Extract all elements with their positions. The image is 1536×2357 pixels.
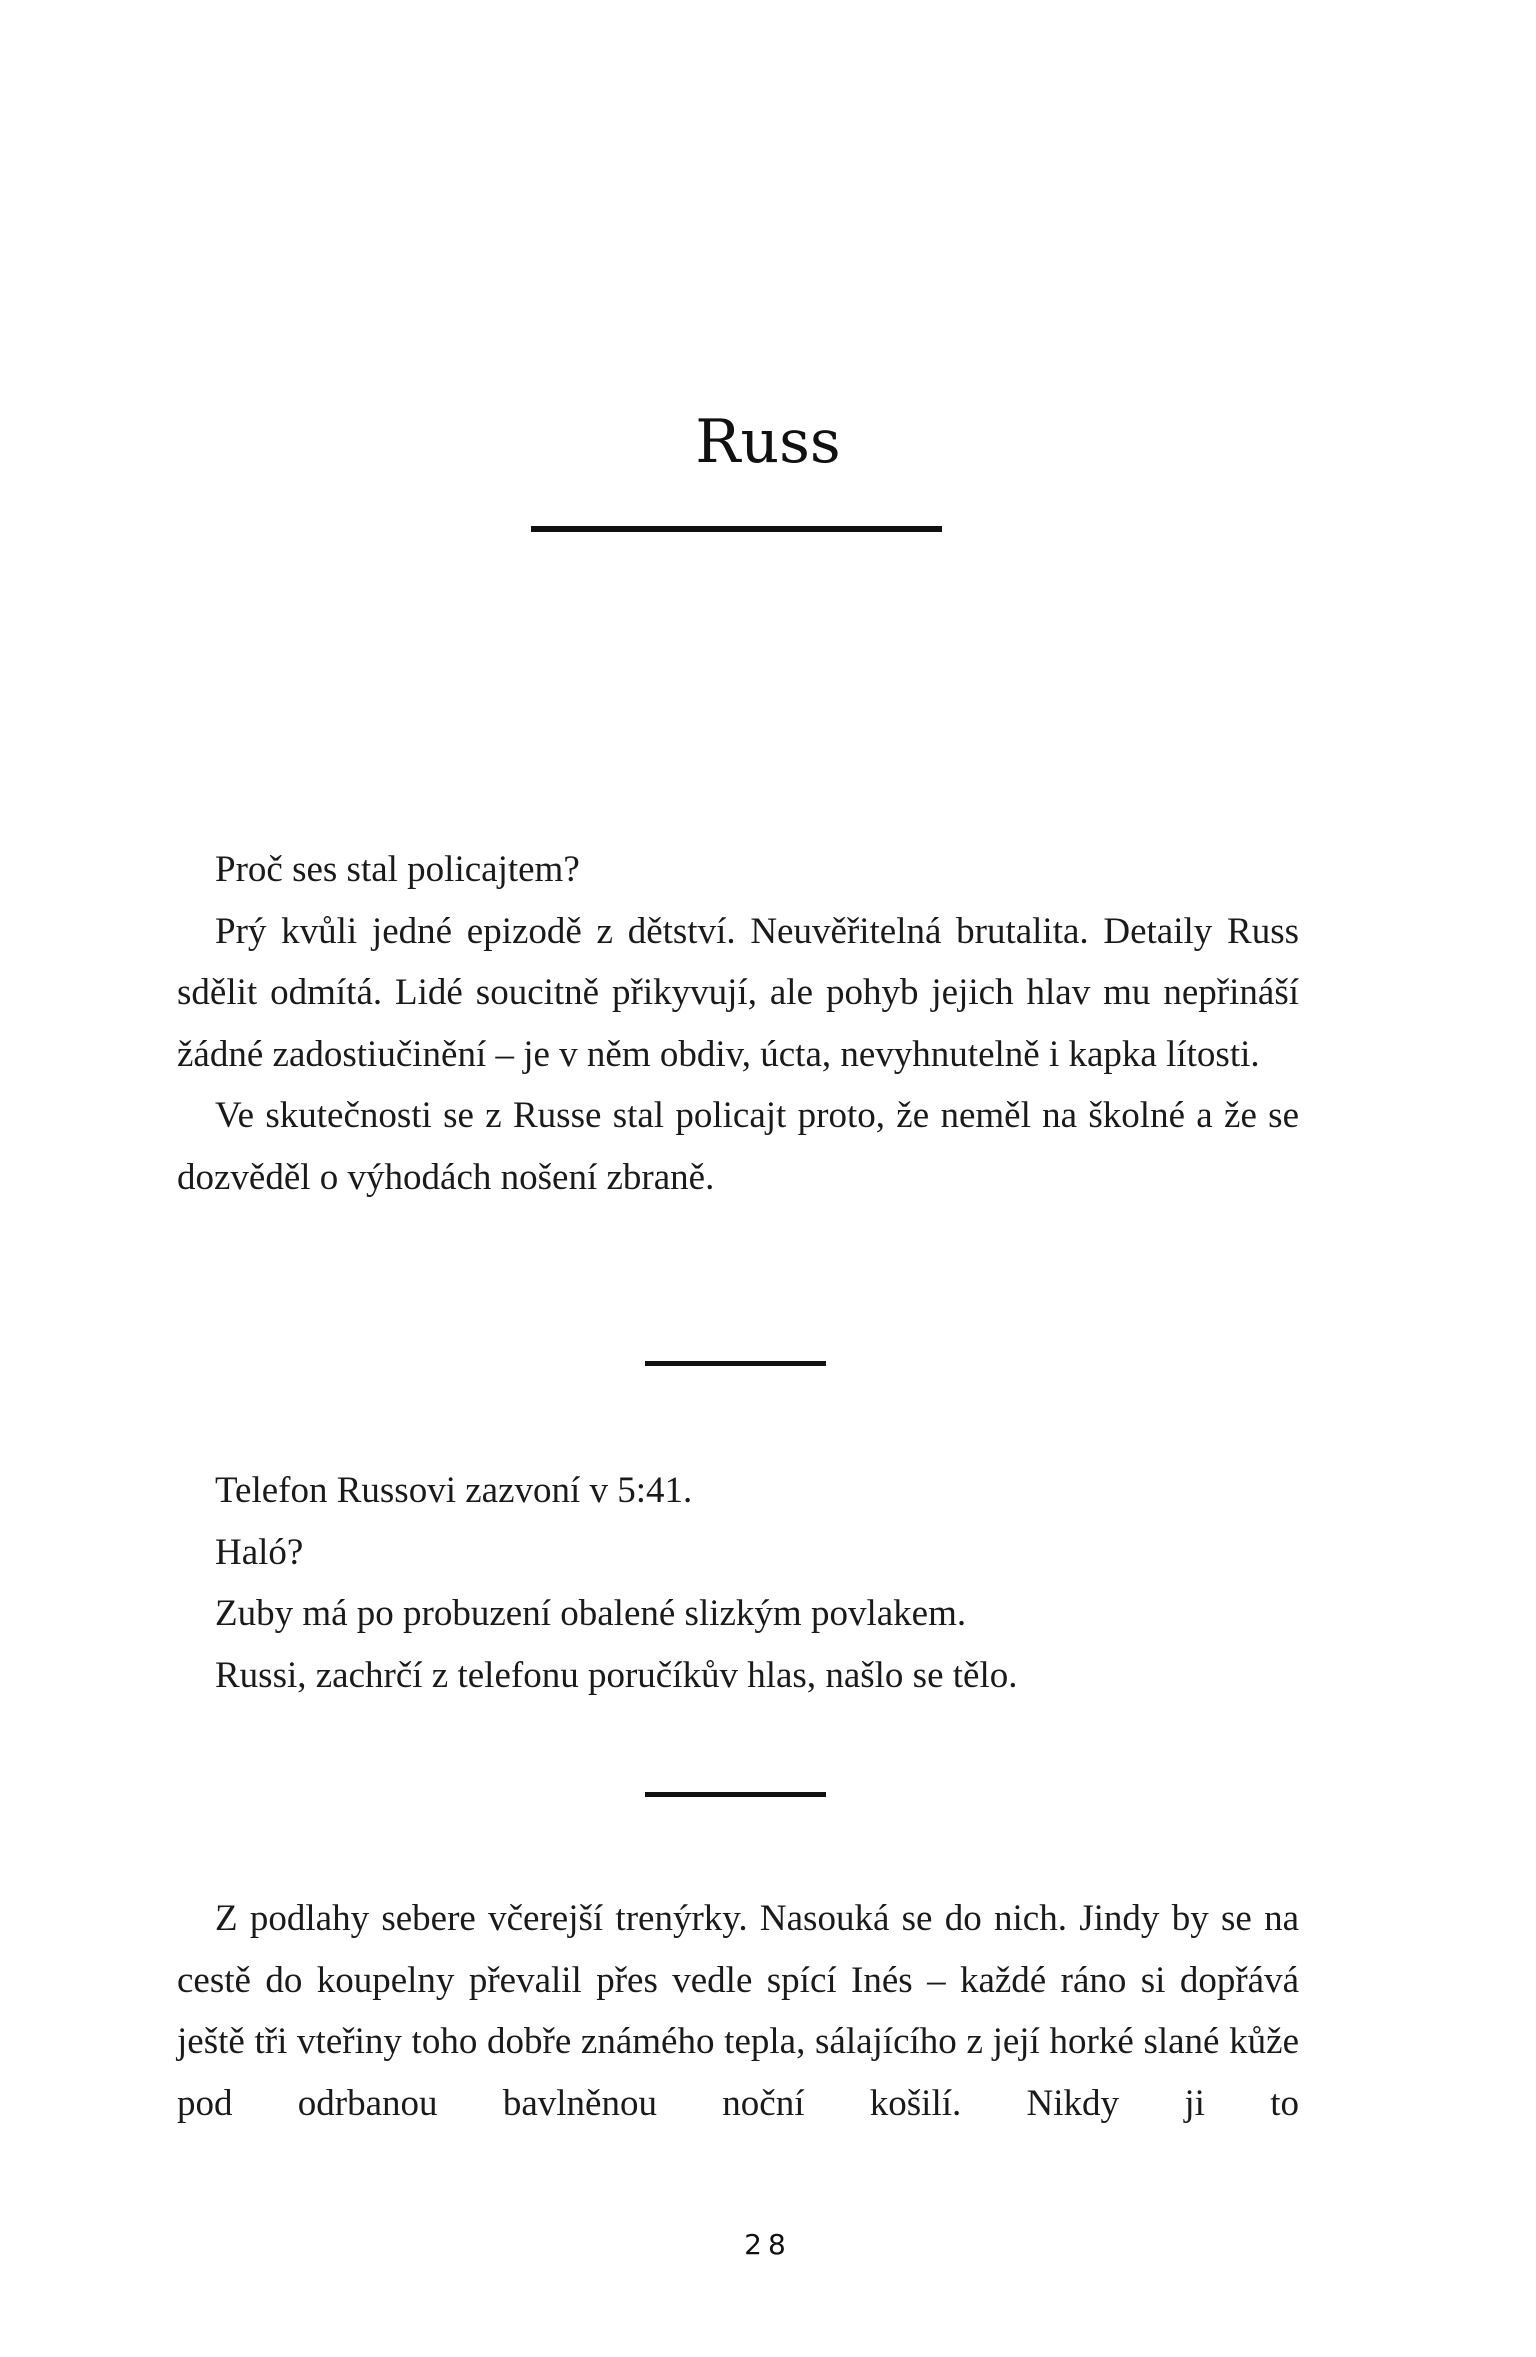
page-number: 28 [744,2228,792,2261]
paragraph: Prý kvůli jedné epizodě z dětství. Neuvěřitelná brutalita. Detaily Russ sdělit odmítá. Lidé soucitně přikyvují, ale pohyb jejich hlav mu nepřináší žádné zadostiučinění – je v něm obdiv, úcta, nevyhnutelně i kapka lítosti. [177,910,1299,1075]
chapter-title: Russ [695,407,841,477]
paragraph: Haló? [215,1531,304,1573]
text-section-3 [177,1888,1299,2134]
text-section-1 [177,839,1299,1208]
paragraph: Zuby má po probuzení obalené slizkým povlakem. [215,1593,967,1634]
text-section-2 [177,1460,1299,1706]
paragraph: Russi, zachrčí z telefonu poručíkův hlas, našlo se tělo. [215,1654,1018,1696]
paragraph: Z podlahy sebere včerejší trenýrky. Nasouká se do nich. Jindy by se na cestě do koupelny převalil přes vedle spící Inés – každé ráno si dopřává ještě tři vteřiny toho dobře známého tepla, sálajícího z její horké slané kůže pod odrbanou bavlněnou noční košilí. Nikdy ji to [177,1898,1299,2124]
section-break-rule [645,1792,826,1797]
title-underline [531,526,942,532]
section-break-rule [645,1361,826,1366]
paragraph: Proč ses stal policajtem? [215,849,580,890]
paragraph: Telefon Russovi zazvoní v 5:41. [215,1470,693,1511]
paragraph: Ve skutečnosti se z Russe stal policajt proto, že neměl na školné a že se dozvěděl o výhodách nošení zbraně. [177,1095,1299,1198]
